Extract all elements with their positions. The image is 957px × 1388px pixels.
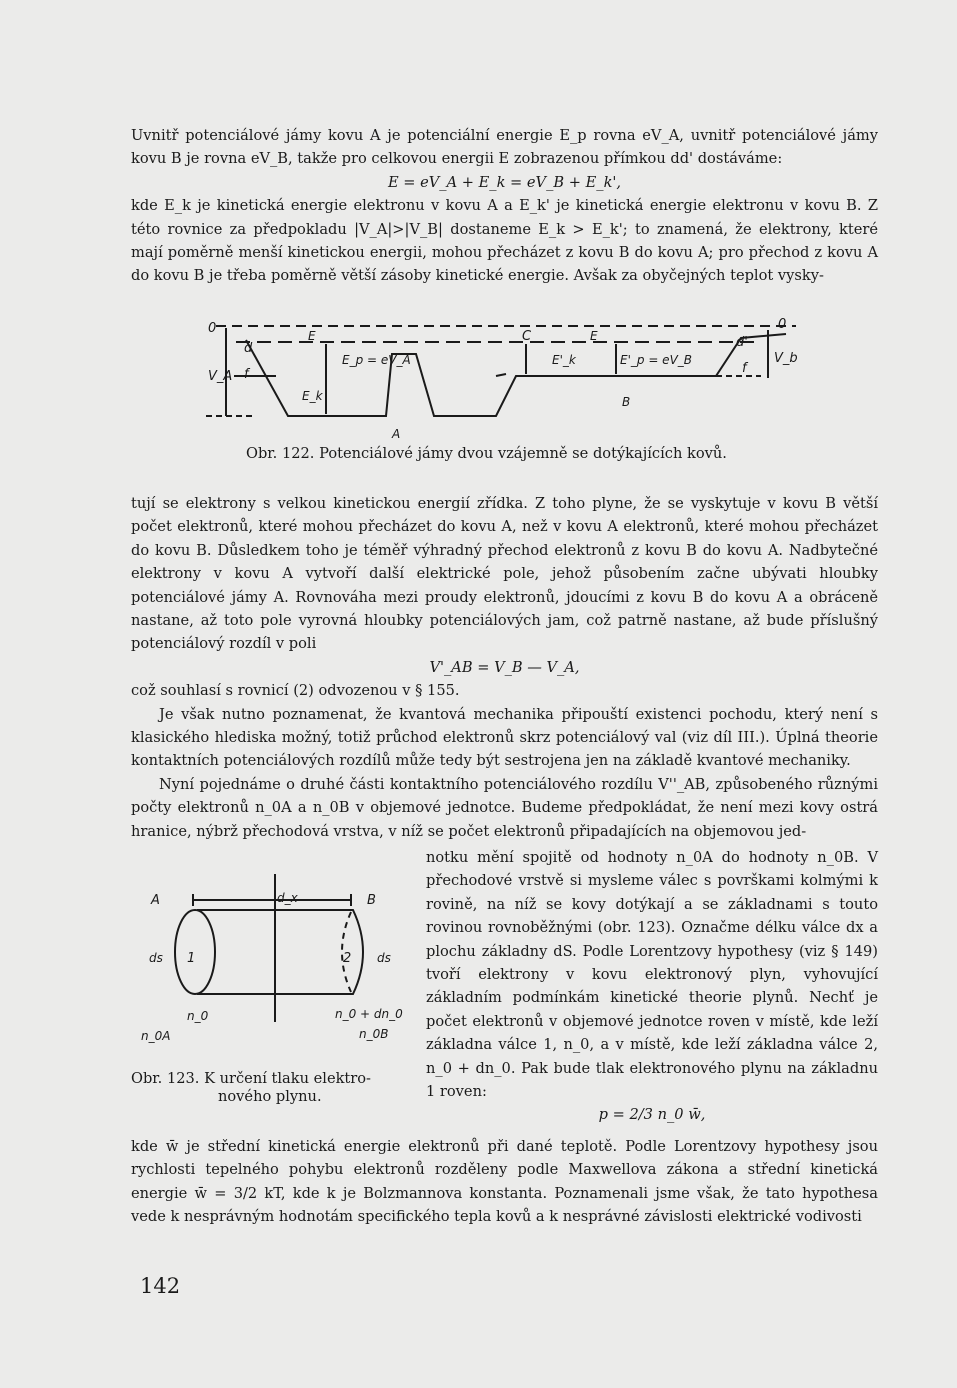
fig2-label-n0dn0: n_0 + dn_0 [335,1007,403,1021]
fig2-label-a: A [151,893,160,908]
fig1-label-d-prime: d' [736,335,748,350]
fig1-label-e2: E [590,329,598,343]
text-block-right-column [426,846,878,1127]
fig1-label-0-right: 0 [778,318,787,332]
fig2-label-1: 1 [187,951,196,966]
fig2-label-ds-left: ds [149,951,163,965]
figure-cylinder [137,872,405,1062]
fig1-label-va: V_A [208,369,233,384]
fig1-label-d: d [244,341,253,356]
paragraph: Nyní pojednáme o druhé části kontaktního potenciálového rozdílu V''_AB, způsobeného různými počty elektronů n_0A a n_0B v objemové jednotce. Budeme předpokládat, že není mezi kovy ostrá hranice, nýbrž přechodová vrstva, v níž se počet elektronů připadajících na objemovou jed- [131,775,878,840]
page-number: 142 [140,1274,181,1298]
fig1-label-vb: V_b [774,351,798,366]
fig1-label-f: f [244,367,249,382]
fig2-label-dx: d_x [277,891,298,905]
fig1-label-e: E [308,329,316,343]
fig1-label-ep: E_p = eV_A [342,353,411,367]
equation-vab: V'_AB = V_B — V_A, [429,658,580,676]
fig1-label-ep2: E'_p = eV_B [620,353,693,367]
fig2-label-n0b: n_0B [359,1027,389,1041]
fig1-label-a: A [392,427,401,441]
fig1-label-c: C [522,329,532,344]
paragraph: Je však nutno poznamenat, že kvantová mechanika připouští existenci pochodu, který není s klasického hlediska možný, totiž průchod elektronů skrz potenciálový val (viz díl III.). Úplná theorie kontaktních potenciálových rozdílů může tedy být sestrojena jen na základě kvantové mechaniky. [131,705,878,770]
text-block-bottom [131,1135,878,1229]
fig1-label-ek2: E'_k [552,353,576,367]
fig1-label-b: B [622,395,631,409]
fig2-label-ds-right: ds [377,951,391,965]
equation-energy: E = eV_A + E_k = eV_B + E_k', [387,173,622,191]
paragraph: kde w̄ je střední kinetická energie elektronů při dané teplotě. Podle Lorentzovy hypothesy jsou rychlosti tepelného pohybu elektronů rozděleny podle Maxwellova zákona a střední kinetická energie w̄ = 3/2 kT, kde k je Bolzmannova konstanta. Poznamenali jsme však, že tato hypothesa vede k nesprávným hodnotám specifického tepla kovů a k nesprávné závislosti elektrické vodivosti [131,1138,878,1226]
figure-caption-123-line2: nového plynu. [218,1088,322,1105]
fig2-label-n0: n_0 [187,1009,209,1023]
fig2-label-n0a: n_0A [141,1029,171,1043]
figure-caption-122: Obr. 122. Potenciálové jámy dvou vzájemně se dotýkajících kovů. [246,445,727,462]
equation-pressure: p = 2/3 n_0 w̄, [598,1106,706,1124]
fig1-label-ek: E_k [302,389,323,403]
text-block-middle [131,492,878,843]
fig1-label-f-right: f [742,361,747,376]
fig1-label-0-left: 0 [208,321,217,336]
paragraph: což souhlasí s rovnicí (2) odvozenou v § 155. [131,682,460,700]
figure-potential-wells [196,318,808,448]
figure-caption-123-line1: Obr. 123. K určení tlaku elektro- [131,1070,371,1087]
text-block-top [131,124,878,288]
paragraph: tují se elektrony s velkou kinetickou energií zřídka. Z toho plyne, že se vyskytuje v kovu B větší počet elektronů, které mohou přecházet do kovu A, než v kovu A elektronů, které mohou přecházet do kovu B. Důsledkem toho je téměř výhradný přechod elektronů z kovu B do kovu A. Nadbytečné elektrony v kovu A vytvoří další elektrické pole, jehož působením začne ubývati hloubky potenciálové jámy A. Rovnováha mezi proudy elektronů, jdoucími z kovu B do kovu A a obráceně nastane, až toto pole vyrovná hloubky potenciálových jam, což patrně nastane, až bude příslušný potenciálový rozdíl v poli [131,495,878,653]
paragraph: kde E_k je kinetická energie elektronu v kovu A a E_k' je kinetická energie elektronu v kovu B. Z této rovnice za předpokladu |V_A|>|V_B| dostaneme E_k > E_k'; to znamená, že elektrony, které mají poměrně menší kinetickou energii, mohou přecházet z kovu B do kovu A; pro přechod z kovu A do kovu B je třeba poměrně větší zásoby kinetické energie. Avšak za obyčejných teplot vysky- [131,197,878,285]
paragraph: notku mění spojitě od hodnoty n_0A do hodnoty n_0B. V přechodové vrstvě si mysleme válec s površkami kolmými k rovině, na níž se kovy dotýkají a se základnami s touto rovinou rovnoběžnými (obr. 123). Označme délku válce dx a plochu základny dS. Podle Lorentzovy hypothesy (viz § 149) tvoří elektrony v kovu elektronový plyn, vyhovující základním podmínkám kinetické theorie plynů. Nechť je počet elektronů v objemové jednotce roven v místě, kde leží základna válce 1, n_0, a v místě, kde leží základna válce 2, n_0 + dn_0. Pak bude tlak elektronového plynu na základnu 1 roven: [426,849,878,1101]
fig2-label-b: B [367,893,376,908]
paragraph: Uvnitř potenciálové jámy kovu A je potenciální energie E_p rovna eV_A, uvnitř potenciálové jámy kovu B je rovna eV_B, takže pro celkovou energii E zobrazenou přímkou dd' dostáváme: [131,127,878,168]
fig2-label-2: 2 [343,951,352,966]
